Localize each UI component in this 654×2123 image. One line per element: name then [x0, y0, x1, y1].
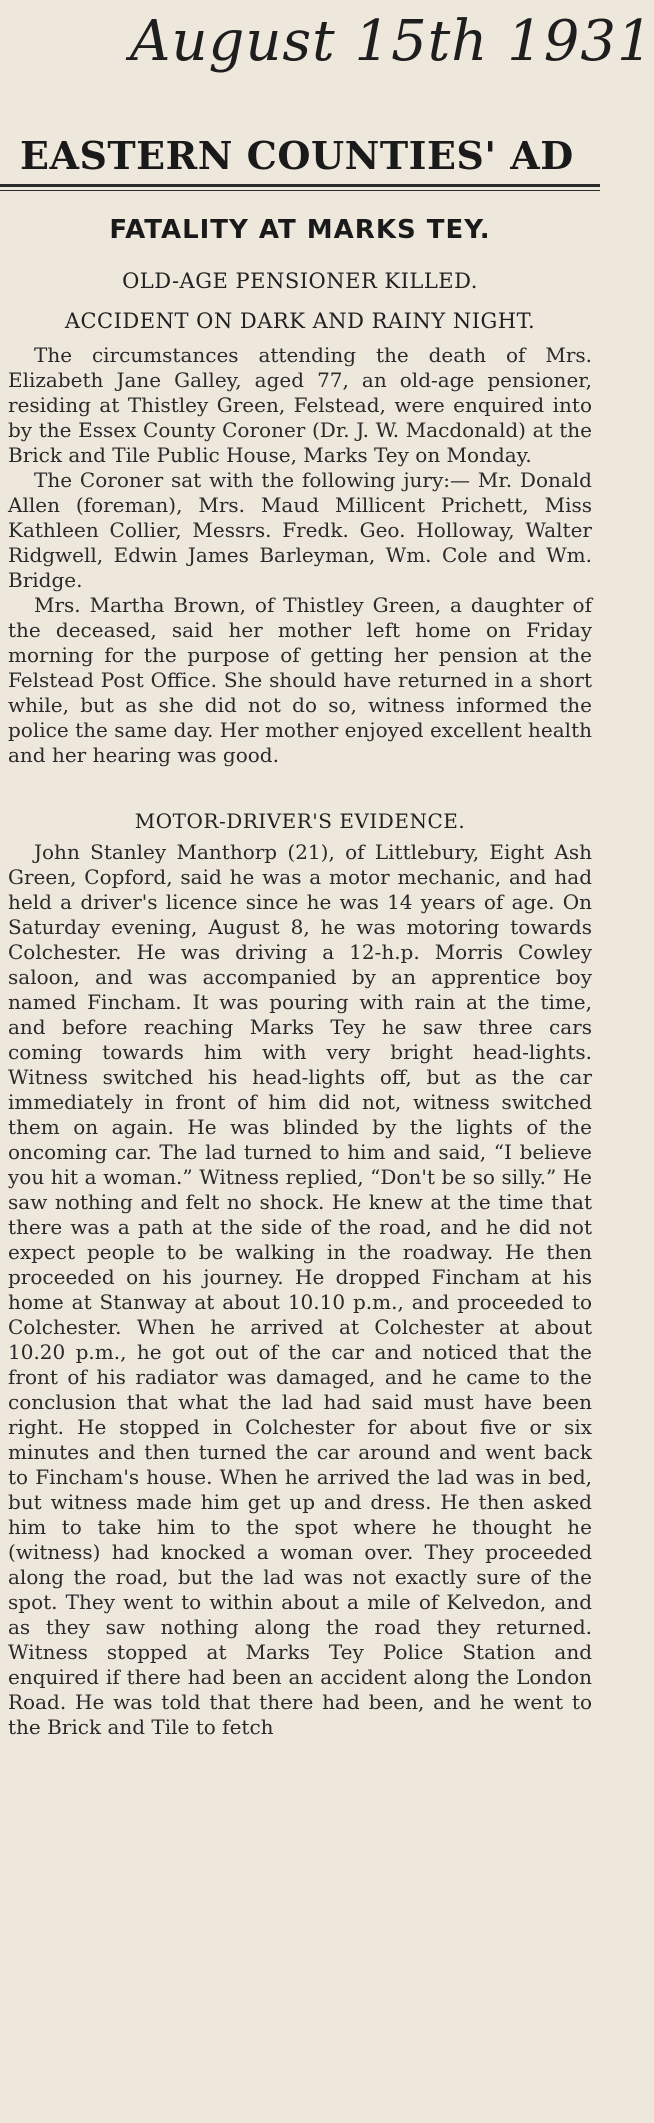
article-paragraph: John Stanley Manthorp (21), of Littlebury, Eight Ash Green, Copford, said he was a motor mechanic, and had held a driver's licence since he was 14 years of age. On Saturday evening, August 8, he was motoring towards Colchester. He was driving a 12-h.p. Morris Cowley saloon, and was accompanied by an apprentice boy named Fincham. It was pouring with rain at the time, and before reaching Marks Tey he saw three cars coming towards him with very bright head-lights. Witness switched his head-lights off, but as the car immediately in front of him did not, witness switched them on again. He was blinded by the lights of the oncoming car. The lad turned to him and said, “I believe you hit a woman.” Witness replied, “Don't be so silly.” He saw nothing and felt no shock. He knew at the time that there was a path at the side of the road, and he did not expect people to be walking in the roadway. He then proceeded on his journey. He dropped Fincham at his home at Stanway at about 10.10 p.m., and proceeded to Colchester. When he arrived at Colchester at about 10.20 p.m., he got out of the car and noticed that the front of his radiator was damaged, and he came to the conclusion that what the lad had said must have been right. He stopped in Colchester for about five or six minutes and then turned the car around and went back to Fincham's house. When he arrived the lad was in bed, but witness made him get up and dress. He then asked him to take him to the spot where he thought he (witness) had knocked a woman over. They proceeded along the road, but the lad was not exactly sure of the spot. They went to within about a mile of Kelvedon, and as they saw nothing along the road they returned. Witness stopped at Marks Tey Police Station and enquired if there had been an accident along the London Road. He was told that there had been, and he went to the Brick and Tile to fetch [8, 840, 592, 1739]
headline: FATALITY AT MARKS TEY. [109, 215, 491, 245]
masthead-rule-thin [0, 190, 600, 191]
article-paragraph: The circumstances attending the death of Mrs. Elizabeth Jane Galley, aged 77, an old-age pensioner, residing at Thistley Green, Felstead, were enquired into by the Essex County Coroner (Dr. J. W. Macdonald) at the Brick and Tile Public House, Marks Tey on Monday. [8, 343, 592, 467]
masthead-rule-thick [0, 184, 600, 187]
subheadline-1: OLD-AGE PENSIONER KILLED. [122, 269, 478, 293]
section-heading: MOTOR-DRIVER'S EVIDENCE. [134, 809, 466, 833]
article-column [8, 212, 592, 1740]
article-paragraph: The Coroner sat with the following jury:— Mr. Donald Allen (foreman), Mrs. Maud Millicent Prichett, Miss Kathleen Collier, Messrs. Fredk. Geo. Holloway, Walter Ridgwell, Edwin James Barleyman, Wm. Cole and Wm. Bridge. [8, 468, 592, 592]
masthead-title: EASTERN COUNTIES' AD [20, 133, 574, 178]
subheadline-2: ACCIDENT ON DARK AND RAINY NIGHT. [64, 309, 536, 333]
handwritten-date: August 15th 1931 [130, 9, 654, 74]
article-paragraph: Mrs. Martha Brown, of Thistley Green, a daughter of the deceased, said her mother left home on Friday morning for the purpose of getting her pension at the Felstead Post Office. She should have returned in a short while, but as she did not do so, witness informed the police the same day. Her mother enjoyed excellent health and her hearing was good. [8, 593, 592, 767]
section-spacer [8, 768, 592, 794]
masthead [0, 130, 600, 194]
